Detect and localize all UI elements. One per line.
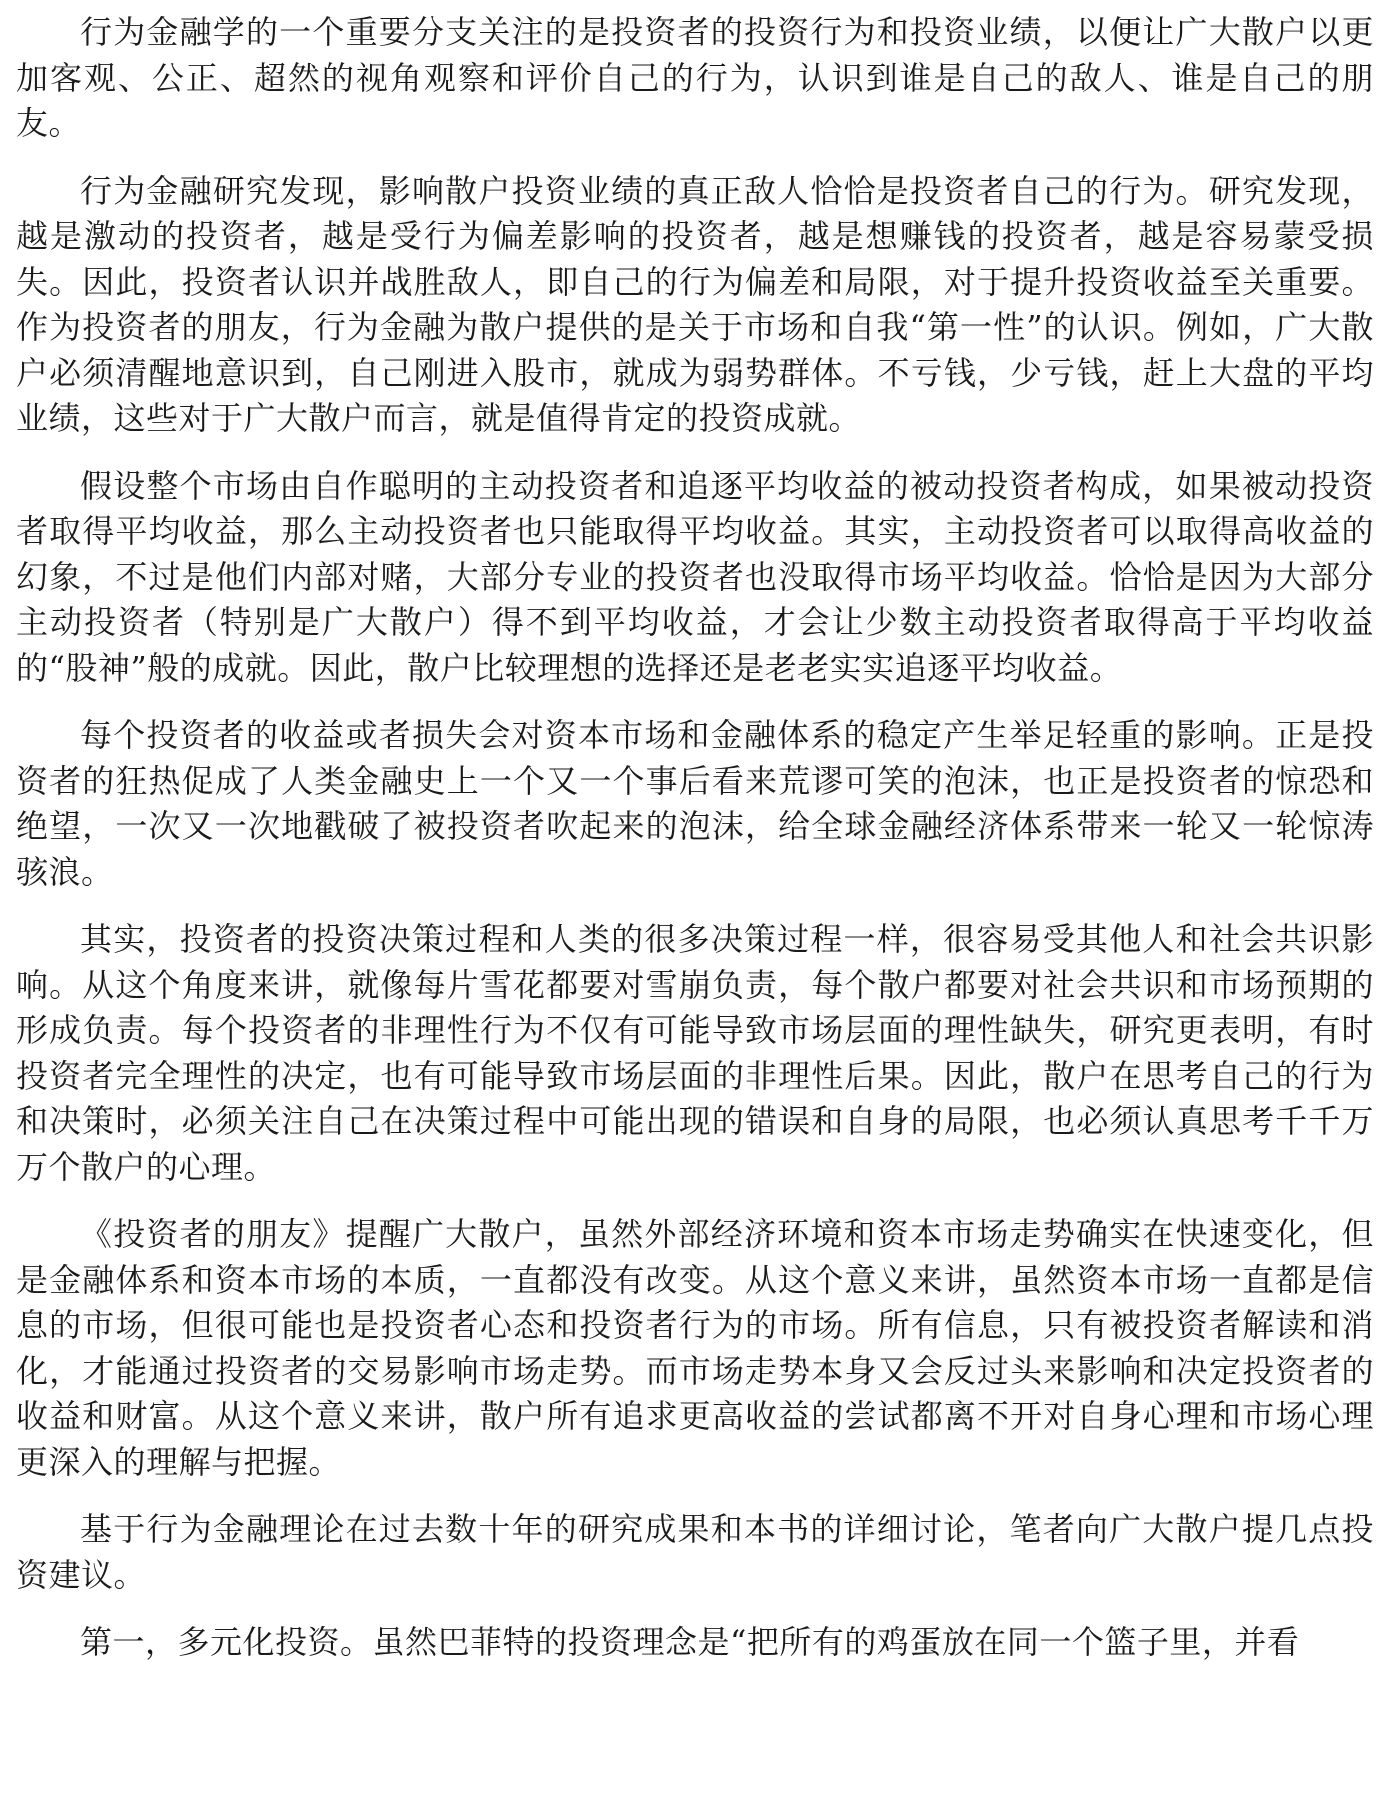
document-page (16, 10, 1374, 1790)
paragraph-8: 第一，多元化投资。虽然巴菲特的投资理念是“把所有的鸡蛋放在同一个篮子里，并看 (80, 1623, 1300, 1661)
paragraph-1: 行为金融学的一个重要分支关注的是投资者的投资行为和投资业绩，以便让广大散户以更加客观、公正、超然的视角观察和评价自己的行为，认识到谁是自己的敌人、谁是自己的朋友。 (16, 13, 1374, 142)
paragraph-7: 基于行为金融理论在过去数十年的研究成果和本书的详细讨论，笔者向广大散户提几点投资建议。 (16, 1510, 1374, 1594)
paragraph-4: 每个投资者的收益或者损失会对资本市场和金融体系的稳定产生举足轻重的影响。正是投资者的狂热促成了人类金融史上一个又一个事后看来荒谬可笑的泡沫，也正是投资者的惊恐和绝望，一次又一次地戳破了被投资者吹起来的泡沫，给全球金融经济体系带来一轮又一轮惊涛骇浪。 (16, 716, 1374, 891)
paragraph-5: 其实，投资者的投资决策过程和人类的很多决策过程一样，很容易受其他人和社会共识影响。从这个角度来讲，就像每片雪花都要对雪崩负责，每个散户都要对社会共识和市场预期的形成负责。每个投资者的非理性行为不仅有可能导致市场层面的理性缺失，研究更表明，有时投资者完全理性的决定，也有可能导致市场层面的非理性后果。因此，散户在思考自己的行为和决策时，必须关注自己在决策过程中可能出现的错误和自身的局限，也必须认真思考千千万万个散户的心理。 (16, 920, 1374, 1186)
paragraph-3: 假设整个市场由自作聪明的主动投资者和追逐平均收益的被动投资者构成，如果被动投资者取得平均收益，那么主动投资者也只能取得平均收益。其实，主动投资者可以取得高收益的幻象，不过是他们内部对赌，大部分专业的投资者也没取得市场平均收益。恰恰是因为大部分主动投资者（特别是广大散户）得不到平均收益，才会让少数主动投资者取得高于平均收益的“股神”般的成就。因此，散户比较理想的选择还是老老实实追逐平均收益。 (16, 466, 1374, 687)
paragraph-2: 行为金融研究发现，影响散户投资业绩的真正敌人恰恰是投资者自己的行为。研究发现，越是激动的投资者，越是受行为偏差影响的投资者，越是想赚钱的投资者，越是容易蒙受损失。因此，投资者认识并战胜敌人，即自己的行为偏差和局限，对于提升投资收益至关重要。作为投资者的朋友，行为金融为散户提供的是关于市场和自我“第一性”的认识。例如，广大散户必须清醒地意识到，自己刚进入股市，就成为弱势群体。不亏钱，少亏钱，赶上大盘的平均业绩，这些对于广大散户而言，就是值得肯定的投资成就。 (16, 171, 1374, 437)
paragraph-6: 《投资者的朋友》提醒广大散户，虽然外部经济环境和资本市场走势确实在快速变化，但是金融体系和资本市场的本质，一直都没有改变。从这个意义来讲，虽然资本市场一直都是信息的市场，但很可能也是投资者心态和投资者行为的市场。所有信息，只有被投资者解读和消化，才能通过投资者的交易影响市场走势。而市场走势本身又会反过头来影响和决定投资者的收益和财富。从这个意义来讲，散户所有追求更高收益的尝试都离不开对自身心理和市场心理更深入的理解与把握。 (16, 1215, 1374, 1481)
